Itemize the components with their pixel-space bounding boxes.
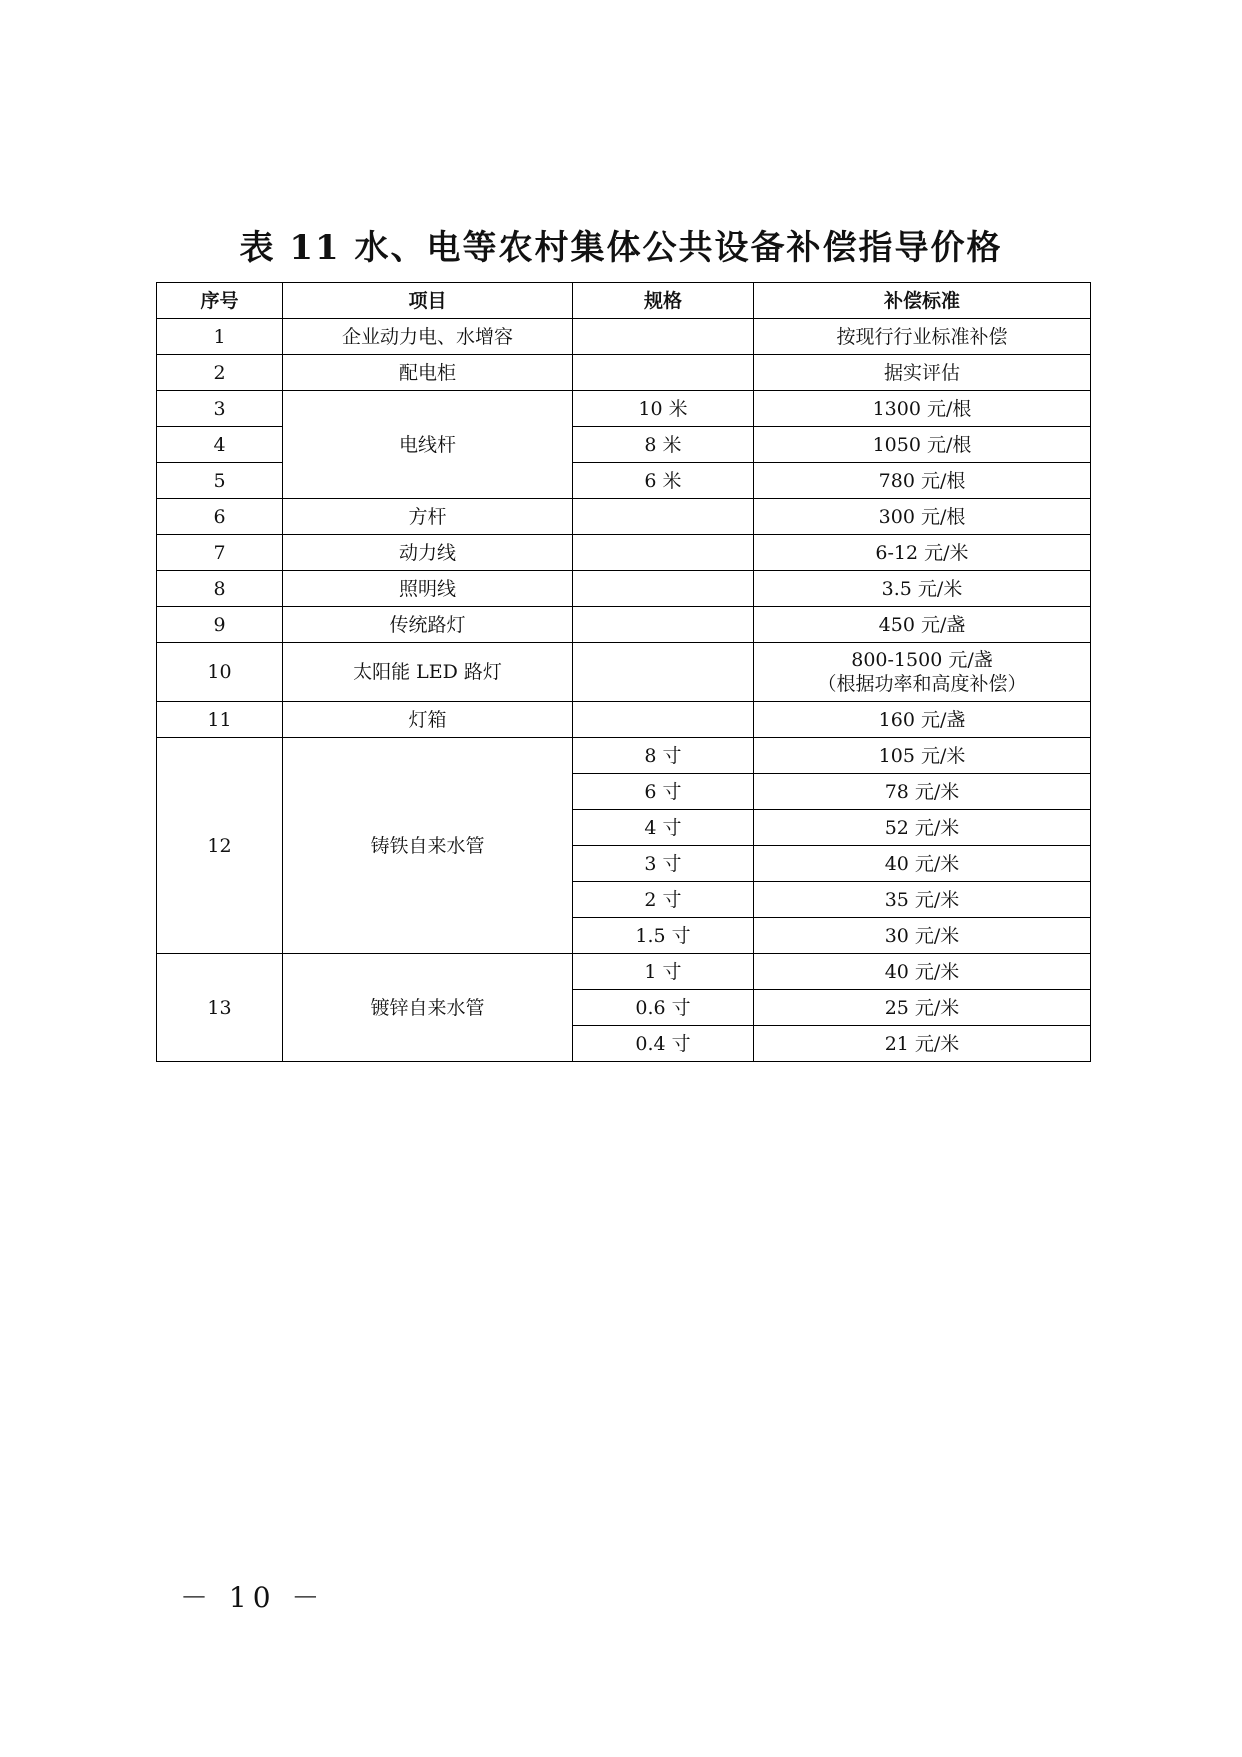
- cell-standard: 30 元/米: [754, 918, 1091, 954]
- cell-spec: [573, 499, 754, 535]
- cell-item: 镀锌自来水管: [283, 954, 573, 1062]
- cell-no: 13: [157, 954, 283, 1062]
- cell-spec: 4 寸: [573, 810, 754, 846]
- cell-standard: 21 元/米: [754, 1026, 1091, 1062]
- table-row: [157, 355, 1091, 391]
- cell-item: 企业动力电、水增容: [283, 319, 573, 355]
- table-row: [157, 607, 1091, 643]
- cell-spec: 6 寸: [573, 774, 754, 810]
- cell-spec: 1.5 寸: [573, 918, 754, 954]
- cell-standard: 160 元/盏: [754, 702, 1091, 738]
- cell-spec: [573, 702, 754, 738]
- cell-no: 8: [157, 571, 283, 607]
- cell-standard: 40 元/米: [754, 846, 1091, 882]
- cell-standard: 6-12 元/米: [754, 535, 1091, 571]
- header-item: 项目: [283, 283, 573, 319]
- table-row: [157, 571, 1091, 607]
- cell-standard: 780 元/根: [754, 463, 1091, 499]
- cell-standard: 1300 元/根: [754, 391, 1091, 427]
- cell-standard: 据实评估: [754, 355, 1091, 391]
- cell-no: 7: [157, 535, 283, 571]
- cell-item: 太阳能 LED 路灯: [283, 643, 573, 702]
- cell-spec: [573, 643, 754, 702]
- table-row: [157, 319, 1091, 355]
- cell-item: 传统路灯: [283, 607, 573, 643]
- cell-no: 5: [157, 463, 283, 499]
- compensation-table: [156, 282, 1091, 1062]
- cell-spec: [573, 607, 754, 643]
- cell-standard: 450 元/盏: [754, 607, 1091, 643]
- cell-no: 6: [157, 499, 283, 535]
- table-title: 表 11 水、电等农村集体公共设备补偿指导价格: [239, 228, 1003, 268]
- cell-standard: 105 元/米: [754, 738, 1091, 774]
- cell-spec: [573, 319, 754, 355]
- cell-spec: 6 米: [573, 463, 754, 499]
- table-row: [157, 535, 1091, 571]
- cell-no: 3: [157, 391, 283, 427]
- standard-value: 800-1500 元/盏: [851, 649, 993, 671]
- table-row: [157, 643, 1091, 702]
- cell-spec: 0.4 寸: [573, 1026, 754, 1062]
- cell-spec: 10 米: [573, 391, 754, 427]
- cell-item: 铸铁自来水管: [283, 738, 573, 954]
- cell-standard: 52 元/米: [754, 810, 1091, 846]
- table-row: [157, 954, 1091, 990]
- cell-standard: 40 元/米: [754, 954, 1091, 990]
- cell-item: 方杆: [283, 499, 573, 535]
- header-standard: 补偿标准: [754, 283, 1091, 319]
- table-row: [157, 499, 1091, 535]
- cell-spec: [573, 535, 754, 571]
- cell-spec: [573, 355, 754, 391]
- cell-standard: 3.5 元/米: [754, 571, 1091, 607]
- cell-item: 灯箱: [283, 702, 573, 738]
- page-number: － 10 －: [180, 1581, 326, 1614]
- cell-no: 4: [157, 427, 283, 463]
- cell-standard: 按现行行业标准补偿: [754, 319, 1091, 355]
- header-spec: 规格: [573, 283, 754, 319]
- table-row: [157, 738, 1091, 774]
- table-row: [157, 702, 1091, 738]
- cell-no: 2: [157, 355, 283, 391]
- cell-spec: 3 寸: [573, 846, 754, 882]
- standard-note: （根据功率和高度补偿）: [817, 673, 1027, 695]
- cell-spec: 1 寸: [573, 954, 754, 990]
- cell-standard: [754, 643, 1091, 702]
- cell-no: 9: [157, 607, 283, 643]
- table-header-row: [157, 283, 1091, 319]
- cell-item: 电线杆: [283, 391, 573, 499]
- cell-standard: 25 元/米: [754, 990, 1091, 1026]
- cell-spec: 2 寸: [573, 882, 754, 918]
- cell-item: 动力线: [283, 535, 573, 571]
- cell-spec: 8 寸: [573, 738, 754, 774]
- cell-no: 11: [157, 702, 283, 738]
- cell-spec: [573, 571, 754, 607]
- cell-item: 配电柜: [283, 355, 573, 391]
- cell-standard: 35 元/米: [754, 882, 1091, 918]
- cell-standard: 78 元/米: [754, 774, 1091, 810]
- cell-item: 照明线: [283, 571, 573, 607]
- table-row: [157, 391, 1091, 427]
- cell-no: 12: [157, 738, 283, 954]
- cell-no: 10: [157, 643, 283, 702]
- cell-spec: 8 米: [573, 427, 754, 463]
- cell-spec: 0.6 寸: [573, 990, 754, 1026]
- cell-standard: 1050 元/根: [754, 427, 1091, 463]
- cell-no: 1: [157, 319, 283, 355]
- cell-standard: 300 元/根: [754, 499, 1091, 535]
- header-no: 序号: [157, 283, 283, 319]
